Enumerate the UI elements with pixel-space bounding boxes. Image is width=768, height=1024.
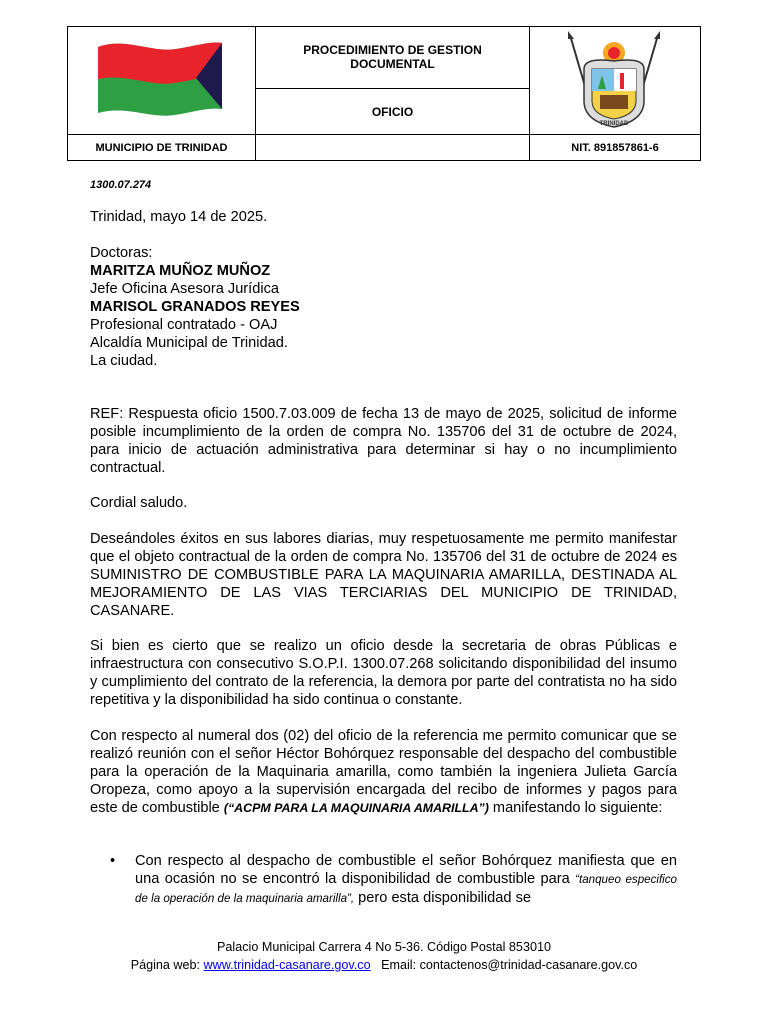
- footer-web-label: Página web:: [130, 958, 201, 972]
- procedure-title-line1: PROCEDIMIENTO DE GESTION: [303, 43, 482, 57]
- salutation: Doctoras:: [90, 245, 153, 261]
- footer-email-label: Email:: [381, 958, 417, 972]
- footer-address: Palacio Municipal Carrera 4 No 5-36. Código Postal 853010: [217, 940, 551, 954]
- procedure-title: [256, 33, 529, 81]
- procedure-title-line2: DOCUMENTAL: [350, 57, 435, 71]
- recipient-block: [90, 244, 677, 370]
- city: La ciudad.: [90, 353, 158, 369]
- seal-text: TRINIDAD: [599, 121, 629, 127]
- date-line: Trinidad, mayo 14 de 2025.: [90, 209, 268, 225]
- nit-label: NIT. 891857861-6: [571, 141, 659, 154]
- municipal-flag: [96, 39, 224, 119]
- document-type: OFICIO: [371, 104, 414, 119]
- municipal-coat-of-arms: [564, 31, 664, 131]
- greeting: Cordial saludo.: [90, 495, 188, 511]
- bullet-dot: •: [110, 853, 116, 869]
- bullet-item: [135, 852, 677, 908]
- footer-website-link[interactable]: www.trinidad-casanare.gov.co: [203, 958, 371, 972]
- bullet-text: Con respecto al despacho de combustible el señor Bohórquez manifiesta que en una ocasión no se encontró la disponibilidad de combustible para: [135, 853, 677, 887]
- bullet-tail: pero esta disponibilidad se: [354, 890, 531, 906]
- document-header-table: [67, 26, 701, 161]
- recipient1-name: MARITZA MUÑOZ MUÑOZ: [90, 263, 271, 279]
- recipient1-title: Jefe Oficina Asesora Jurídica: [90, 281, 279, 297]
- footer-email: contactenos@trinidad-casanare.gov.co: [419, 958, 638, 972]
- paragraph-meeting-emphasis: (“ACPM PARA LA MAQUINARIA AMARILLA”): [223, 801, 489, 815]
- ref-paragraph: REF: Respuesta oficio 1500.7.03.009 de fecha 13 de mayo de 2025, solicitud de informe posible incumplimiento de la orden de compra No. 135706 del 31 de octubre de 2024, para inicio de actuación administrativa para determinar si hay o no incumplimiento contractual.: [90, 406, 677, 476]
- paragraph-meeting: [90, 727, 677, 817]
- paragraph-object: Deseándoles éxitos en sus labores diarias, muy respetuosamente me permito manifestar que el objeto contractual de la orden de compra No. 135706 del 31 de octubre de 2024 es SUMINISTRO DE COMBUSTIBLE PARA LA MAQUINARIA AMARILLA, DESTINADA AL MEJORAMIENTO DE LAS VIAS TERCIARIAS DEL MUNICIPIO DE TRINIDAD, CASANARE.: [90, 531, 677, 619]
- paragraph-meeting-text: Con respecto al numeral dos (02) del oficio de la referencia me permito comunicar que se realizó reunión con el señor Héctor Bohórquez responsable del despacho del combustible para la operación de la Maquinaria amarilla, como también la ingeniera Julieta García Oropeza, como apoyo a la supervisión encargada del recibo de informes y pagos para este de combustible: [90, 728, 677, 816]
- reference-code: 1300.07.274: [90, 179, 152, 191]
- footer-contact: [0, 956, 768, 974]
- municipality-label: MUNICIPIO DE TRINIDAD: [95, 141, 228, 154]
- paragraph-meeting-tail: manifestando lo siguiente:: [488, 800, 663, 816]
- recipient2-name: MARISOL GRANADOS REYES: [90, 299, 300, 315]
- paragraph-availability: Si bien es cierto que se realizo un oficio desde la secretaria de obras Públicas e infraestructura con consecutivo S.O.P.I. 1300.07.268 solicitando disponibilidad del insumo y cumplimiento del contrato de la referencia, la demora por parte del contratista no ha sido repetitiva y la disponibilidad ha sido continua o constante.: [90, 638, 677, 708]
- recipient2-title: Profesional contratado - OAJ: [90, 317, 278, 333]
- bullet-quote: “tanqueo especifico de la operación de la maquinaria amarilla”,: [135, 873, 678, 905]
- organization: Alcaldía Municipal de Trinidad.: [90, 335, 288, 351]
